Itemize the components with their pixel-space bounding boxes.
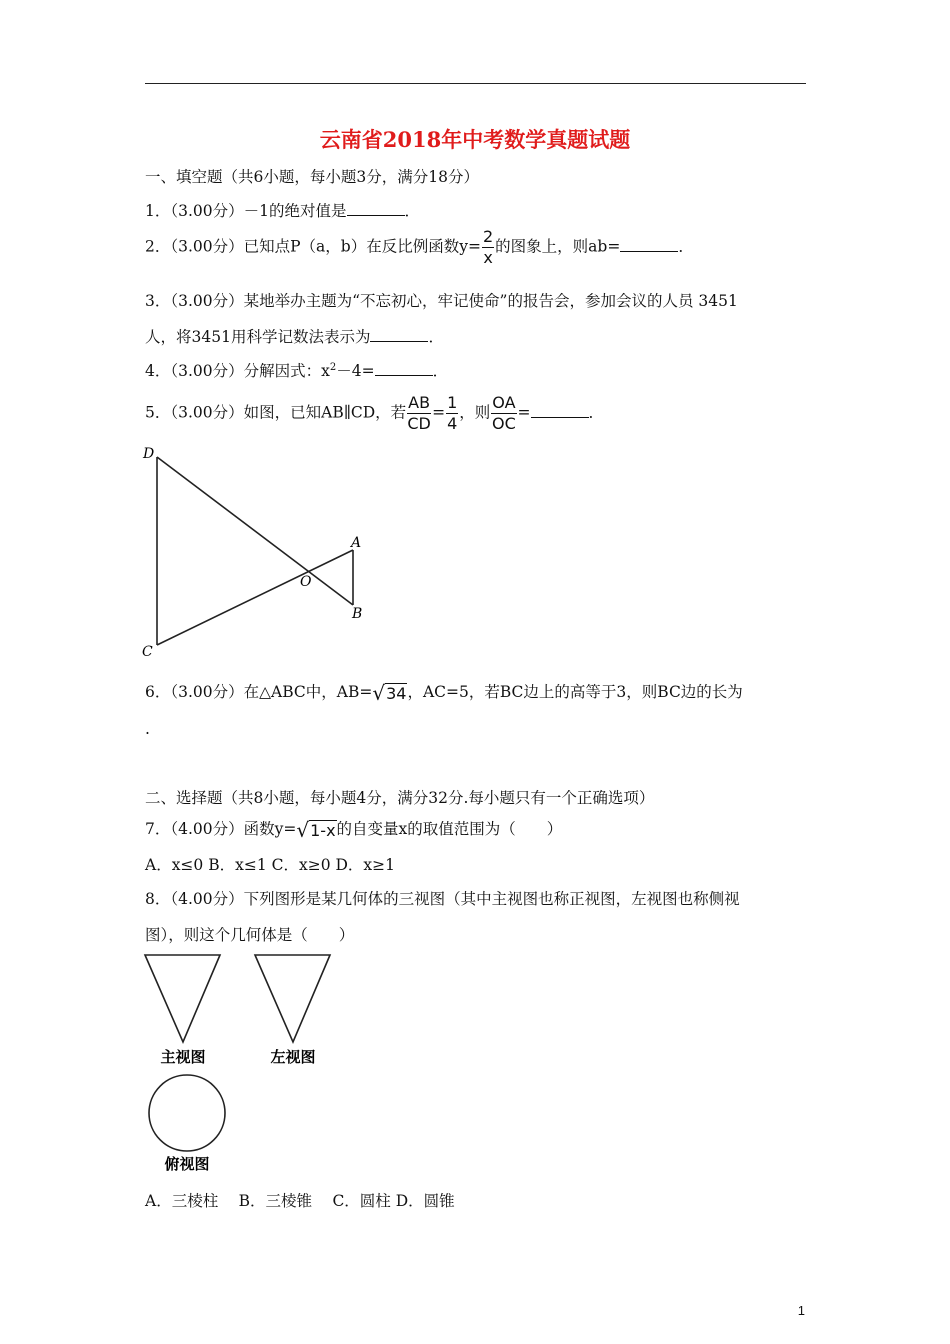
segment-ca bbox=[157, 550, 353, 645]
question-7: 7．（4.00分）函数y= √ 1-x 的自变量x的取值范围为（ ） bbox=[145, 818, 563, 843]
question-2: 2．（3.00分）已知点P（a，b）在反比例函数y= $\frac{2}{x}$ 的图象上，则ab= ． bbox=[145, 227, 694, 267]
answer-blank bbox=[620, 237, 678, 252]
answer-blank bbox=[370, 327, 428, 342]
answer-blank bbox=[531, 403, 589, 418]
answer-blank bbox=[347, 201, 405, 216]
question-4: 4．（3.00分）分解因式：$x^2-4=$ ． bbox=[145, 361, 449, 380]
question-5: 5．（3.00分）如图，已知AB∥CD，若 $\frac{AB}{CD}$ = $\frac{1}{4}$ ，则 $\frac{OA}{OC}$ = ． bbox=[145, 393, 605, 433]
section2-heading: 二、选择题（共8小题，每小题4分，满分32分.每小题只有一个正确选项） bbox=[145, 789, 655, 807]
sqrt-1-minus-x: √ 1-x bbox=[296, 818, 336, 843]
fraction-2-over-x: $\frac{2}{x}$ bbox=[482, 227, 494, 267]
front-view-label: 主视图 bbox=[160, 1048, 206, 1066]
section1-heading: 一、填空题（共6小题，每小题3分，满分18分） bbox=[145, 168, 479, 186]
page-number: 1 bbox=[797, 1303, 805, 1318]
segment-db bbox=[157, 457, 353, 605]
answer-blank bbox=[375, 361, 433, 376]
fraction-1-4: $\frac{1}{4}$ bbox=[447, 393, 458, 433]
top-view bbox=[140, 1070, 240, 1175]
label-b: B bbox=[352, 606, 363, 622]
question-6-line2: . bbox=[145, 720, 150, 738]
three-views-top-row bbox=[140, 950, 340, 1075]
side-view-triangle bbox=[255, 955, 330, 1042]
question-1: 1．（3.00分）－1的绝对值是 ． bbox=[145, 202, 421, 220]
question-6: 6．（3.00分）在△ABC中，AB= √ 34 ，AC=5，若BC边上的高等于3，则BC边的长为 bbox=[145, 681, 743, 706]
geometry-figure-q5 bbox=[138, 440, 378, 665]
top-view-label: 俯视图 bbox=[164, 1155, 210, 1173]
top-view-circle bbox=[149, 1075, 225, 1151]
question-3-line1: 3．（3.00分）某地举办主题为“不忘初心，牢记使命”的报告会，参加会议的人员 3451 bbox=[145, 292, 738, 310]
question-8-options: A．三棱柱 B．三棱锥 C．圆柱 D．圆锥 bbox=[145, 1192, 455, 1210]
fraction-oa-oc: $\frac{OA}{OC}$ bbox=[492, 393, 516, 433]
label-o: O bbox=[300, 574, 312, 590]
side-view-label: 左视图 bbox=[270, 1048, 316, 1066]
page-title: 云南省2018年中考数学真题试题 bbox=[319, 127, 631, 152]
label-d: D bbox=[143, 446, 155, 462]
sqrt-34: √ 34 bbox=[372, 681, 407, 706]
question-8-line1: 8．（4.00分）下列图形是某几何体的三视图（其中主视图也称正视图，左视图也称侧视 bbox=[145, 890, 740, 908]
label-a: A bbox=[351, 535, 362, 551]
label-c: C bbox=[142, 644, 153, 660]
fraction-ab-cd: $\frac{AB}{CD}$ bbox=[407, 393, 431, 433]
question-3-line2: 人，将3451用科学记数法表示为 ． bbox=[145, 328, 444, 346]
header-rule bbox=[145, 83, 806, 84]
question-7-options: A．x≤0 B．x≤1 C．x≥0 D．x≥1 bbox=[145, 856, 396, 874]
front-view-triangle bbox=[145, 955, 220, 1042]
question-8-line2: 图），则这个几何体是（ ） bbox=[145, 926, 355, 944]
